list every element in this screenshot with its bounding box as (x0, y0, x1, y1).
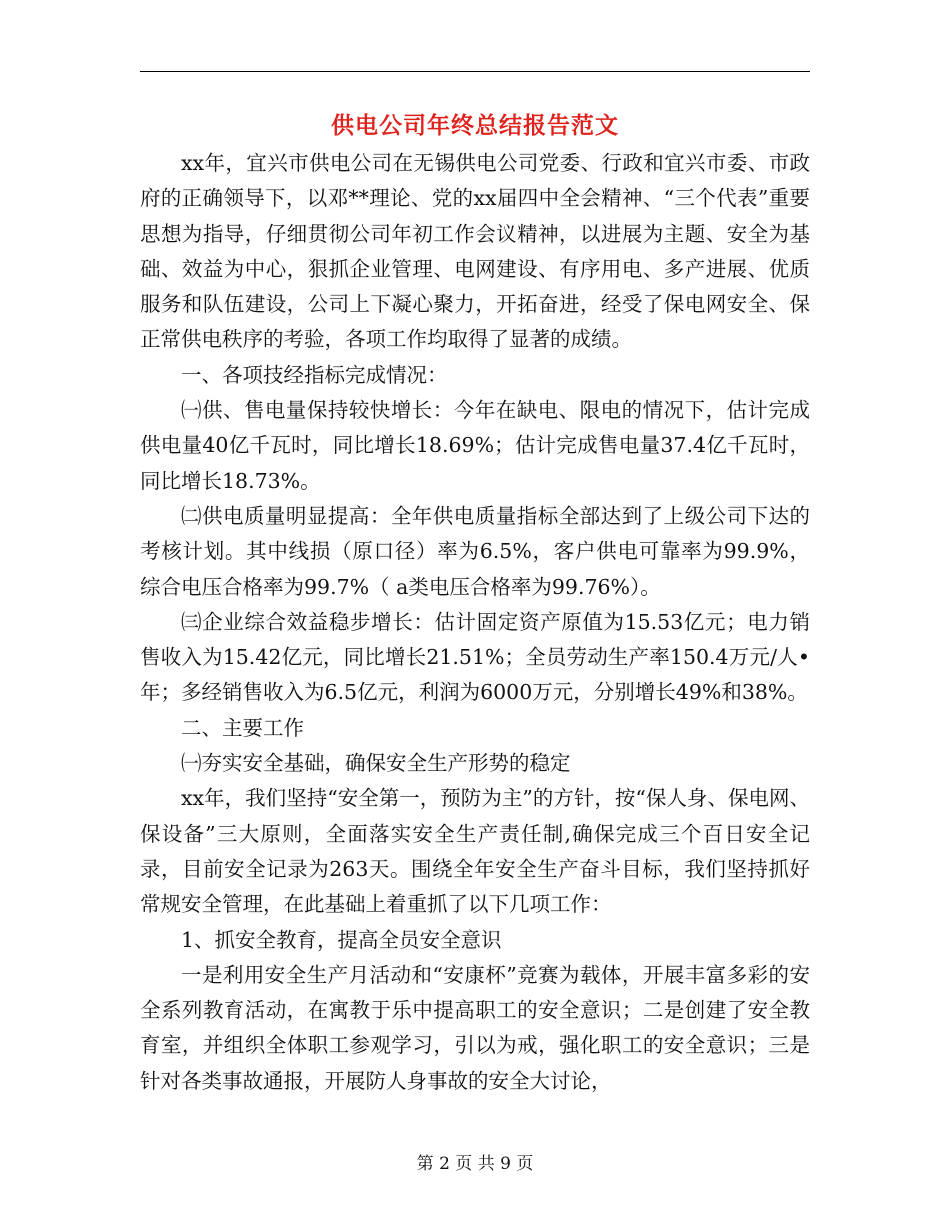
header-rule (140, 71, 810, 72)
subheading-safety: ㈠夯实安全基础，确保安全生产形势的稳定 (181, 751, 571, 776)
paragraph-safety-education: 一是利用安全生产月活动和“安康杯”竞赛为载体，开展丰富多彩的安全系列教育活动，在寓教于乐中提高职工的安全意识；二是创建了安全教育室，并组织全体职工参观学习，引以为戒，强化职工的安全意识；三是针对各类事故通报，开展防人身事故的安全大讨论， (140, 962, 810, 1093)
document-title: 供电公司年终总结报告范文 (331, 112, 619, 139)
page-number-footer: 第 2 页 共 9 页 (416, 1154, 534, 1174)
paragraph-sales-growth: ㈠供、售电量保持较快增长：今年在缺电、限电的情况下，估计完成供电量40亿千瓦时，同比增长18.69%；估计完成售电量37.4亿千瓦时，同比增长18.73%。 (140, 398, 810, 493)
document-body (140, 146, 810, 1099)
paragraph-intro: xx年，宜兴市供电公司在无锡供电公司党委、行政和宜兴市委、市政府的正确领导下，以邓**理论、党的xx届四中全会精神、“三个代表”重要思想为指导，仔细贯彻公司年初工作会议精神，以进展为主题、安全为基础、效益为中心，狠抓企业管理、电网建设、有序用电、多产进展、优质服务和队伍建设，公司上下凝心聚力，开拓奋进，经受了保电网安全、保正常供电秩序的考验，各项工作均取得了显著的成绩。 (140, 151, 810, 352)
section-heading-main-work: 二、主要工作 (181, 715, 304, 740)
subheading-safety-education: 1、抓安全教育，提高全员安全意识 (181, 927, 502, 952)
paragraph-supply-quality: ㈡供电质量明显提高：全年供电质量指标全部达到了上级公司下达的考核计划。其中线损（原口径）率为6.5%，客户供电可靠率为99.9%，综合电压合格率为99.7%（ a类电压合格率为99.76%）。 (140, 503, 810, 599)
paragraph-benefits: ㈢企业综合效益稳步增长：估计固定资产原值为15.53亿元；电力销售收入为15.42亿元，同比增长21.51%；全员劳动生产率150.4万元/人•年；多经销售收入为6.5亿元，利润为6000万元，分别增长49%和38%。 (140, 609, 810, 705)
paragraph-safety: xx年，我们坚持“安全第一，预防为主”的方针，按“保人身、保电网、保设备”三大原则，全面落实安全生产责任制,确保完成三个百日安全记录，目前安全记录为263天。围绕全年安全生产奋斗目标，我们坚持抓好常规安全管理，在此基础上着重抓了以下几项工作： (140, 786, 810, 917)
section-heading-indicators: 一、各项技经指标完成情况： (181, 362, 448, 387)
